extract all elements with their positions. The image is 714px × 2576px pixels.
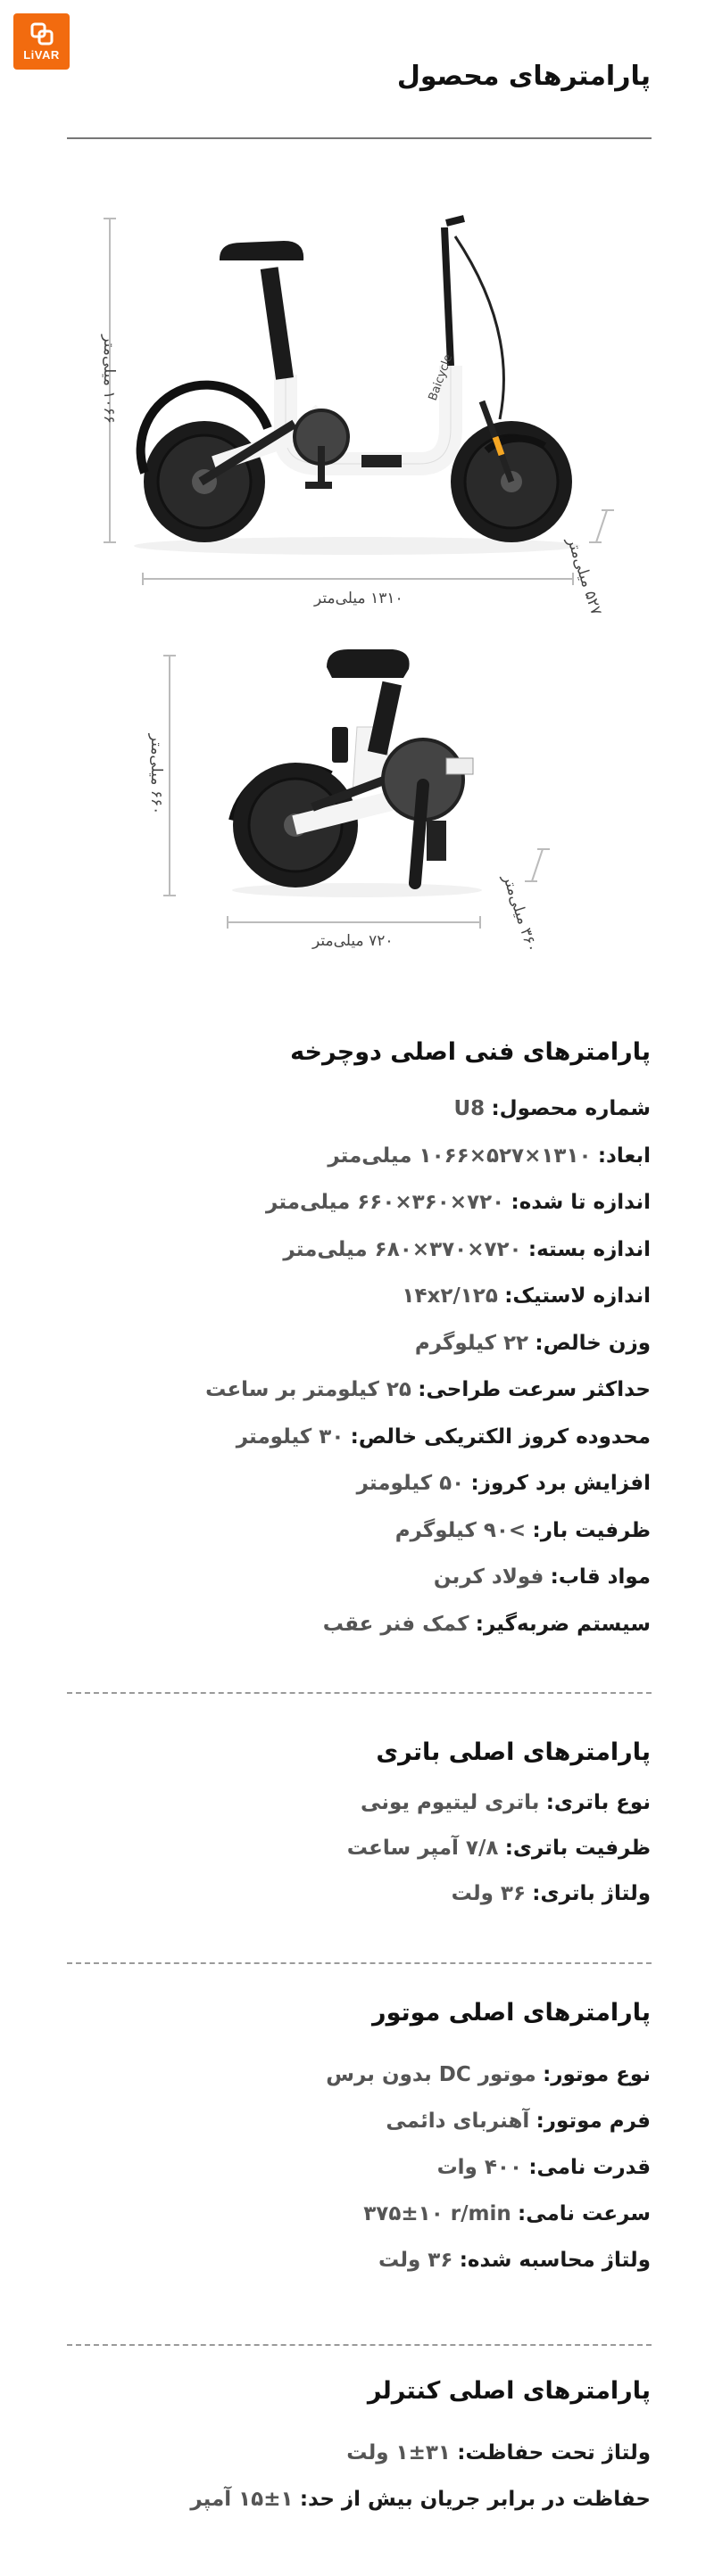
spec-value: ۱۵±۱ آمپر [190,2488,294,2511]
spec-label: ظرفیت بار: [532,1518,651,1542]
spec-label: سیستم ضربه‌گیر: [475,1612,651,1636]
spec-value: U8 [453,1097,486,1120]
folded-bike-image [0,642,714,963]
spec-label: ولتاژ باتری: [532,1882,651,1905]
spec-row [323,1613,651,1636]
section-title-controller: پارامترهای اصلی کنترلر [367,2377,651,2405]
spec-value: ۳۰ کیلومتر [236,1424,345,1449]
spec-value: کمک فنر عقب [322,1612,469,1636]
spec-row [326,2063,651,2086]
spec-label: افزایش برد کروز: [470,1472,651,1495]
spec-value: موتور DC بدون برس [326,2063,536,2086]
spec-row [283,1238,651,1261]
spec-value: ۲۵ کیلومتر بر ساعت [205,1378,411,1401]
spec-value: آهنربای دائمی [386,2110,530,2133]
section-title-motor: پارامترهای اصلی موتور [372,1999,651,2027]
spec-row [453,1097,651,1120]
logo-mark-icon [30,22,54,45]
spec-label: شماره محصول: [491,1097,651,1120]
spec-row [452,1882,651,1905]
spec-value: ۷۲۰×۳۷۰×۶۸۰ میلی‌متر [283,1237,522,1261]
spec-row [434,1565,651,1589]
spec-label: ابعاد: [597,1144,651,1168]
spec-row [205,1378,651,1401]
spec-row [266,1191,651,1214]
bike-brand-text: Baicycle [426,352,456,403]
height-dimension-label: ۱۰۶۶ میلی‌متر [99,334,118,424]
section-divider [67,1962,652,1964]
section-title-battery: پارامترهای اصلی باتری [376,1738,651,1766]
spec-row [386,2110,651,2133]
spec-label: ظرفیت باتری: [504,1837,651,1860]
section-divider [67,2344,652,2346]
spec-row [395,1519,651,1542]
spec-row [347,1837,651,1860]
spec-row [415,1332,651,1355]
spec-row [237,1425,651,1449]
spec-value: ۵۰ کیلومتر [356,1472,465,1495]
spec-value: باتری لیتیوم یونی [361,1791,540,1814]
logo-text: LiVAR [23,47,60,62]
spec-value: ۱۳۱۰×۵۲۷×۱۰۶۶ میلی‌متر [328,1144,592,1168]
spec-row [437,2156,651,2179]
spec-row [346,2441,651,2465]
spec-row [357,1472,651,1495]
bike-folded-view [232,649,482,897]
spec-label: اندازه تا شده: [511,1191,651,1214]
height-dimension-label: ۶۶۰ میلی‌متر [147,733,166,815]
spec-label: وزن خالص: [535,1331,651,1355]
spec-label: فرم موتور: [536,2110,651,2133]
spec-label: ولتاژ تحت حفاظت: [457,2441,651,2465]
spec-value: ۷/۸ آمپر ساعت [346,1837,499,1860]
spec-label: محدوده کروز الکتریکی خالص: [350,1424,651,1449]
spec-row [402,1284,651,1308]
spec-value: ۱۴x۲/۱۲۵ [402,1284,498,1308]
livar-logo[interactable] [13,13,70,70]
spec-row [363,2202,651,2225]
spec-value: فولاد کربن [433,1565,544,1589]
spec-label: ولتاژ محاسبه شده: [459,2249,651,2272]
spec-value: ۱±۳۱ ولت [346,2441,451,2465]
spec-value: ۲۲ کیلوگرم [414,1331,529,1355]
folded-bike-figure [0,642,714,963]
spec-label: نوع باتری: [545,1791,651,1814]
spec-row [328,1144,651,1168]
spec-label: اندازه لاستیک: [504,1284,651,1308]
page-title: پارامترهای محصول [396,61,651,92]
spec-value: ۳۶ ولت [378,2249,453,2272]
spec-row [190,2488,651,2511]
spec-value: ۴۰۰ وات [436,2156,522,2179]
spec-label: حفاظت در برابر جریان بیش از حد: [299,2488,651,2511]
width-dimension-label: ۳۶۰ میلی‌متر [498,872,541,955]
spec-label: قدرت نامی: [528,2156,651,2179]
spec-label: حداکثر سرعت طراحی: [418,1378,651,1401]
spec-value: >۹۰ کیلوگرم [394,1518,527,1542]
spec-row [378,2249,651,2272]
spec-label: اندازه بسته: [527,1237,651,1261]
width-dimension-label: ۵۲۷ میلی‌متر [562,535,605,618]
spec-value: ۳۶ ولت [451,1882,526,1905]
spec-label: نوع موتور: [543,2063,651,2086]
length-dimension-label: ۷۲۰ میلی‌متر [312,932,394,950]
spec-label: سرعت نامی: [518,2202,651,2225]
title-divider [67,137,652,139]
bike-side-view [134,219,580,555]
unfolded-bike-figure [0,196,714,624]
spec-value: ۷۲۰×۳۶۰×۶۶۰ میلی‌متر [266,1191,505,1214]
spec-value: ۳۷۵±۱۰ r/min [363,2202,511,2225]
section-title-bicycle: پارامترهای فنی اصلی دوچرخه [290,1038,651,1066]
section-divider [67,1692,652,1694]
length-dimension-label: ۱۳۱۰ میلی‌متر [314,590,403,607]
spec-label: مواد قاب: [550,1565,651,1589]
spec-row [361,1791,651,1814]
